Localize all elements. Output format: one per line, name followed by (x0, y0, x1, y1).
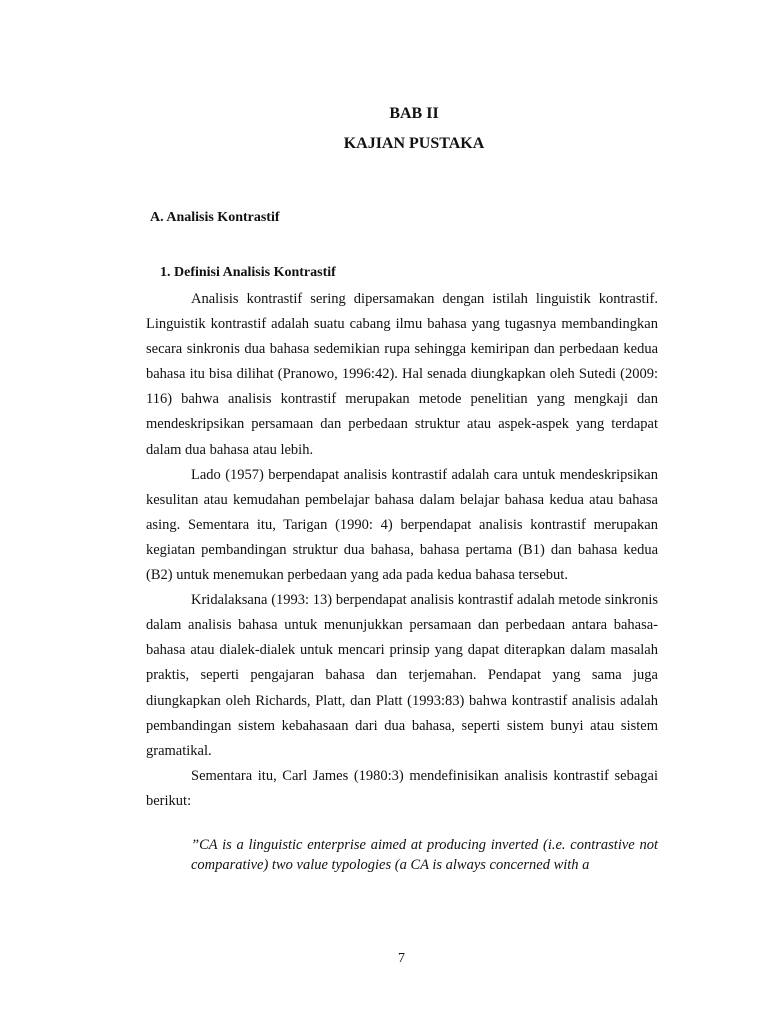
page-number: 7 (398, 951, 405, 966)
paragraph-3: Kridalaksana (1993: 13) berpendapat analisis kontrastif adalah metode sinkronis dalam analisis bahasa untuk menunjukkan persamaan dan perbedaan antara bahasa-bahasa atau dialek-dialek untuk mencari prinsip yang dapat diterapkan dalam masalah praktis, seperti pengajaran bahasa dan terjemahan. Pendapat yang sama juga diungkapkan oleh Richards, Platt, dan Platt (1993:83) bahwa kontrastif analisis adalah pembandingan sistem kebahasaan dari dua bahasa, seperti sistem bunyi atau sistem gramatikal. (146, 592, 658, 759)
block-quote: ”CA is a linguistic enterprise aimed at producing inverted (i.e. contrastive not comparative) two value typologies (a CA is always concerned with a (191, 837, 658, 873)
paragraph-4: Sementara itu, Carl James (1980:3) mendefinisikan analisis kontrastif sebagai berikut: (146, 767, 658, 809)
chapter-number: BAB II (389, 105, 439, 122)
subsection-heading: 1. Definisi Analisis Kontrastif (160, 265, 336, 280)
body-text (146, 287, 658, 814)
paragraph-2: Lado (1957) berpendapat analisis kontrastif adalah cara untuk mendeskripsikan kesulitan atau kemudahan pembelajar bahasa dalam belajar bahasa kedua atau bahasa asing. Sementara itu, Tarigan (1990: 4) berpendapat analisis kontrastif merupakan kegiatan pembandingan struktur dua bahasa, bahasa pertama (B1) dan bahasa kedua (B2) untuk menemukan perbedaan yang ada pada kedua bahasa tersebut. (146, 466, 658, 584)
chapter-title: KAJIAN PUSTAKA (343, 135, 485, 152)
paragraph-1: Analisis kontrastif sering dipersamakan dengan istilah linguistik kontrastif. Linguistik kontrastif adalah suatu cabang ilmu bahasa yang tugasnya membandingkan secara sinkronis dua bahasa sedemikian rupa sehingga kemiripan dan perbedaan kedua bahasa itu bisa dilihat (Pranowo, 1996:42). Hal senada diungkapkan oleh Sutedi (2009: 116) bahwa analisis kontrastif merupakan metode penelitian yang mengkaji dan mendeskripsikan persamaan dan perbedaan struktur atau aspek-aspek yang terdapat dalam dua bahasa atau lebih. (146, 291, 658, 458)
section-heading: A. Analisis Kontrastif (150, 210, 280, 225)
